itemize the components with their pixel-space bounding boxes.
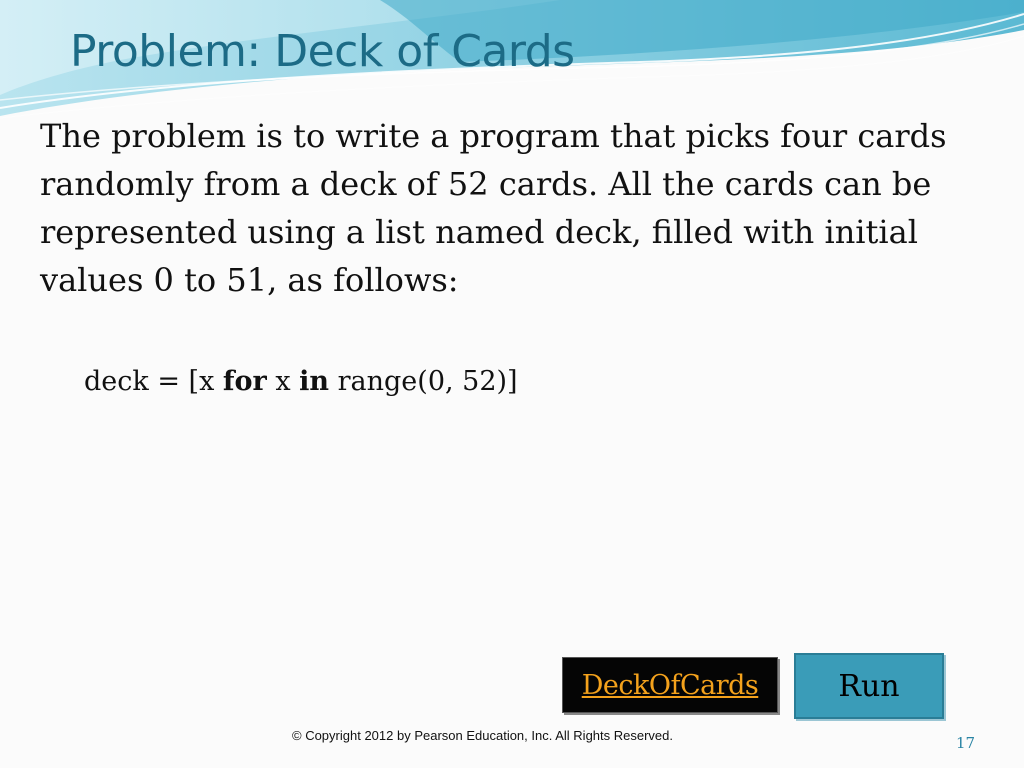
page-number: 17 [956, 734, 976, 752]
deck-of-cards-link-button[interactable] [562, 657, 778, 713]
code-keyword-in: in [299, 366, 330, 397]
code-keyword-for: for [222, 366, 267, 397]
run-button[interactable] [794, 653, 944, 719]
slide-body-text: The problem is to write a program that picks four cards randomly from a deck of 52 cards. All the cards can be represented using a list named deck, filled with initial values 0 to 51, as follows: [40, 117, 947, 299]
copyright-notice: © Copyright 2012 by Pearson Education, Inc. All Rights Reserved. [292, 728, 674, 743]
code-text: x [266, 366, 300, 397]
code-example [84, 366, 518, 397]
code-text: range(0, 52)] [329, 366, 518, 397]
run-button-label[interactable]: Run [838, 668, 900, 704]
code-text: deck = [x [84, 366, 223, 397]
deck-of-cards-link-label[interactable]: DeckOfCards [581, 669, 759, 701]
slide-title: Problem: Deck of Cards [70, 26, 575, 77]
